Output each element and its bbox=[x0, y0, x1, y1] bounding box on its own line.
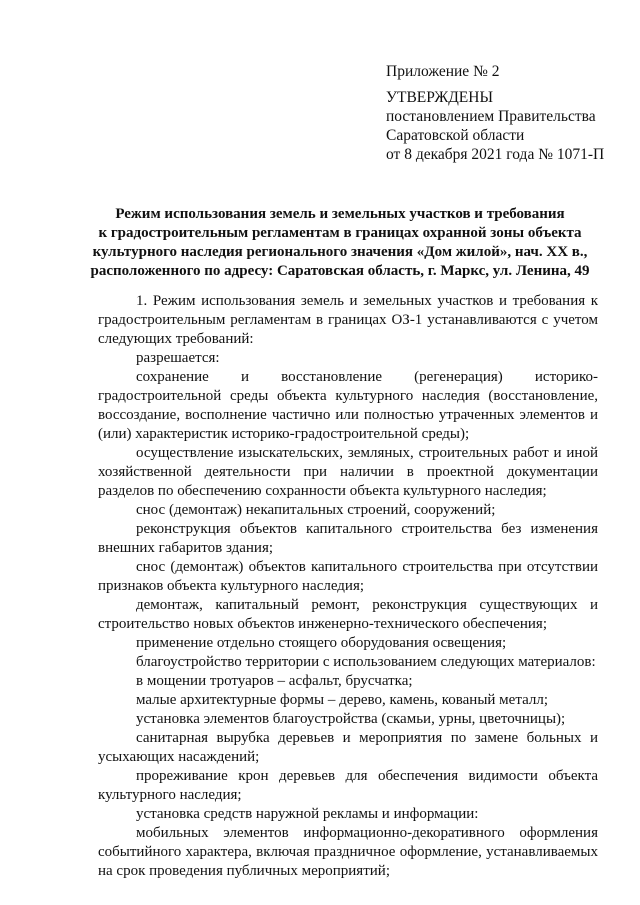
paragraph: установка средств наружной рекламы и информации: bbox=[136, 806, 479, 822]
paragraph: санитарная вырубка деревьев и мероприятия по замене больных и усыхающих насаждений; bbox=[98, 730, 598, 765]
approved-line-2: Саратовской области bbox=[386, 127, 525, 144]
paragraph: осуществление изыскательских, земляных, строительных работ и иной хозяйственной деятельности при наличии в проектной документации разделов по обеспечению сохранности объекта культурного наследия; bbox=[98, 445, 598, 499]
paragraph: в мощении тротуаров – асфальт, брусчатка; bbox=[136, 673, 413, 689]
paragraph: сохранение и восстановление (регенерация) историко-градостроительной среды объекта культурного наследия (восстановление, воссоздание, восполнение частично или полностью утраченных элементов и (или) характеристик историко-градостроительной среды); bbox=[98, 369, 598, 442]
document-title bbox=[60, 205, 620, 281]
paragraph: снос (демонтаж) объектов капитального строительства при отсутствии признаков объекта культурного наследия; bbox=[98, 559, 598, 594]
paragraph: малые архитектурные формы – дерево, камень, кованый металл; bbox=[136, 692, 549, 708]
paragraph: мобильных элементов информационно-декоративного оформления событийного характера, включая праздничное оформление, устанавливаемых на срок проведения публичных мероприятий; bbox=[98, 825, 598, 879]
paragraph: установка элементов благоустройства (скамьи, урны, цветочницы); bbox=[136, 711, 566, 727]
approved-title: УТВЕРЖДЕНЫ bbox=[386, 89, 493, 106]
paragraph: благоустройство территории с использованием следующих материалов: bbox=[136, 654, 596, 670]
paragraph: демонтаж, капитальный ремонт, реконструкция существующих и строительство новых объектов инженерно-технического обеспечения; bbox=[98, 597, 598, 632]
appendix-number: Приложение № 2 bbox=[386, 63, 500, 80]
title-line-4: расположенного по адресу: Саратовская область, г. Маркс, ул. Ленина, 49 bbox=[90, 263, 590, 279]
document-body bbox=[98, 292, 598, 881]
paragraph: реконструкция объектов капитального строительства без изменения внешних габаритов здания; bbox=[98, 521, 598, 556]
approved-line-3: от 8 декабря 2021 года № 1071-П bbox=[386, 146, 605, 163]
paragraph: применение отдельно стоящего оборудования освещения; bbox=[136, 635, 507, 651]
paragraph: прореживание крон деревьев для обеспечения видимости объекта культурного наследия; bbox=[98, 768, 598, 803]
title-line-1: Режим использования земель и земельных участков и требования bbox=[115, 206, 565, 222]
title-line-3: культурного наследия регионального значения «Дом жилой», нач. XX в., bbox=[92, 244, 588, 260]
title-line-2: к градостроительным регламентам в границах охранной зоны объекта bbox=[98, 225, 582, 241]
approval-header bbox=[386, 62, 626, 164]
paragraph: снос (демонтаж) некапитальных строений, сооружений; bbox=[136, 502, 496, 518]
paragraph: разрешается: bbox=[136, 350, 220, 366]
paragraph: 1. Режим использования земель и земельных участков и требования к градостроительным регламентам в границах ОЗ-1 устанавливаются с учетом следующих требований: bbox=[98, 293, 598, 347]
approved-line-1: постановлением Правительства bbox=[386, 108, 596, 125]
